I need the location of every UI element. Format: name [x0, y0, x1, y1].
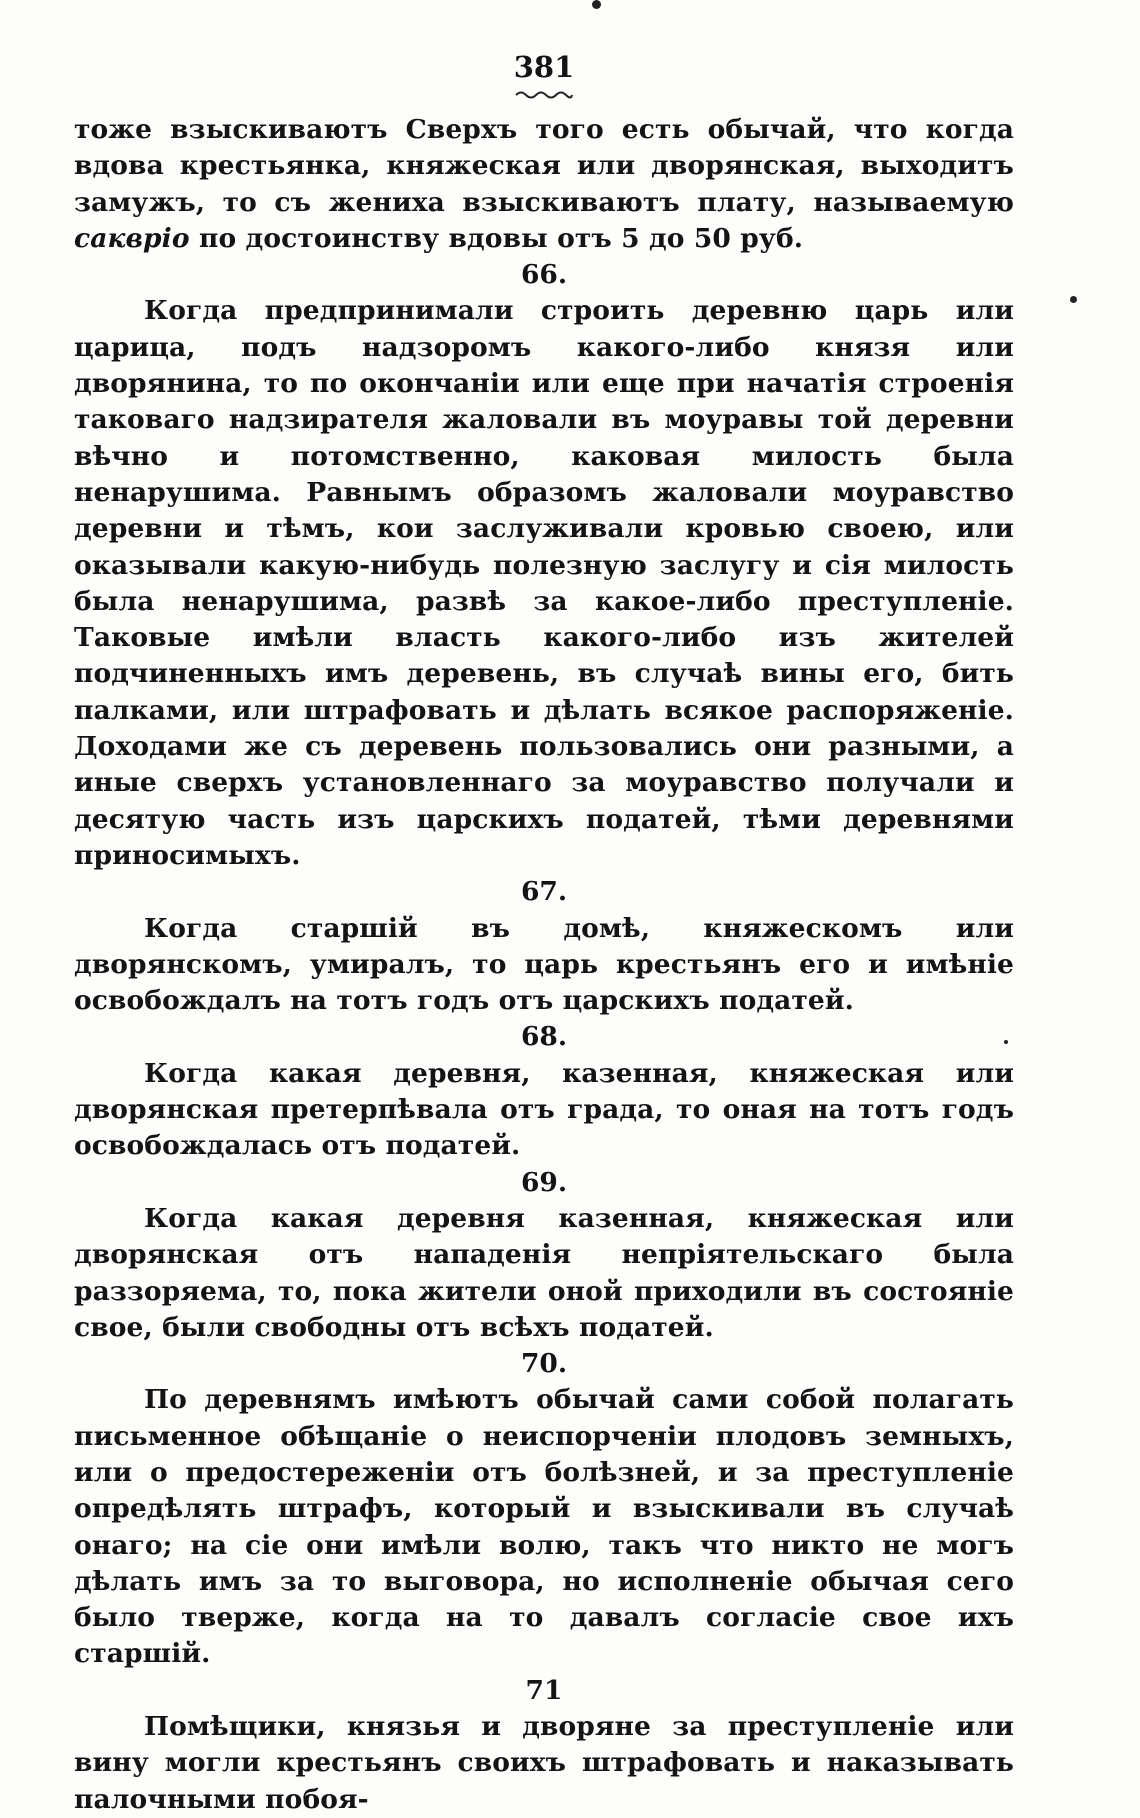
intro-text-end: по достоинству вдовы отъ 5 до 50 руб. [198, 222, 804, 254]
ink-speck [592, 0, 601, 9]
section-text-70: По деревнямъ имѣютъ обычай сами собой полагать письменное обѣщанiе о неиспорченiи плодовъ земныхъ, или о предостереженiи отъ болѣзней, и за преступленiе опредѣлять штрафъ, который и взыскивали въ случаѣ онаго; на сiе они имѣли волю, такъ что никто не могъ дѣлать имъ за то выговора, но исполненiе обычая сего было тверже, когда на то давалъ согласiе свое ихъ старшiй. [74, 1384, 1014, 1670]
section-number-68: 68. [520, 1021, 568, 1053]
section-number-71: 71 [525, 1674, 563, 1706]
section-number-70: 70. [520, 1348, 568, 1380]
section-number-69: 69. [520, 1166, 568, 1198]
section-text-68: Когда какая деревня, казенная, княжеская или дворянская претерпѣвала отъ града, то оная на тотъ годъ освобождалась отъ податей. [74, 1057, 1014, 1162]
section-text-66: Когда предпринимали строить деревню царь или царица, подъ надзоромъ какого-либо князя или дворянина, то по окончанiи или еще при начатiя строенiя таковаго надзирателя жаловали въ моуравы той деревни вѣчно и потомственно, каковая милость была ненарушима. Равнымъ образомъ жаловали моуравство деревни и тѣмъ, кои заслуживали кровью своею, или оказывали какую-нибудь полезную заслугу и сiя милость была ненарушима, развѣ за какое-либо преступленiе. Таковые имѣли власть какого-либо изъ жителей подчиненныхъ имъ деревень, въ случаѣ вины его, бить палками, или штрафовать и дѣлать всякое распоряженiе. Доходами же съ деревень пользовались они разными, а иные сверхъ установленнаго за моуравство получали и десятую часть изъ царскихъ податей, тѣми деревнями приносимыхъ. [74, 295, 1014, 871]
intro-italic-term: сакврiо [74, 222, 190, 254]
page-number: 381 [513, 50, 575, 84]
book-page [74, 50, 1014, 1818]
page-number-ornament [514, 90, 574, 100]
ink-speck [1070, 296, 1077, 303]
section-text-67: Когда старшiй въ домѣ, княжескомъ или дворянскомъ, умиралъ, то царь крестьянъ его и имѣнiе освобождалъ на тотъ годъ отъ царскихъ податей. [74, 912, 1014, 1017]
section-text-71: Помѣщики, князья и дворяне за преступленiе или вину могли крестьянъ своихъ штрафовать и наказывать палочными побоя- [74, 1711, 1014, 1815]
section-number-67: 67. [520, 876, 568, 908]
section-text-69: Когда какая деревня казенная, княжеская или дворянская отъ нападенiя непрiятельскаго была раззоряема, то, пока жители оной приходили въ состоянiе свое, были свободны отъ всѣхъ податей. [74, 1202, 1014, 1343]
intro-paragraph [74, 112, 1014, 257]
intro-text-start: тоже взыскиваютъ Сверхъ того есть обычай, что когда вдова крестьянка, княжеская или дворянская, выходитъ замужъ, то съ жениха взыскиваютъ плату, называемую [74, 114, 1014, 218]
section-number-66: 66. [520, 259, 568, 291]
